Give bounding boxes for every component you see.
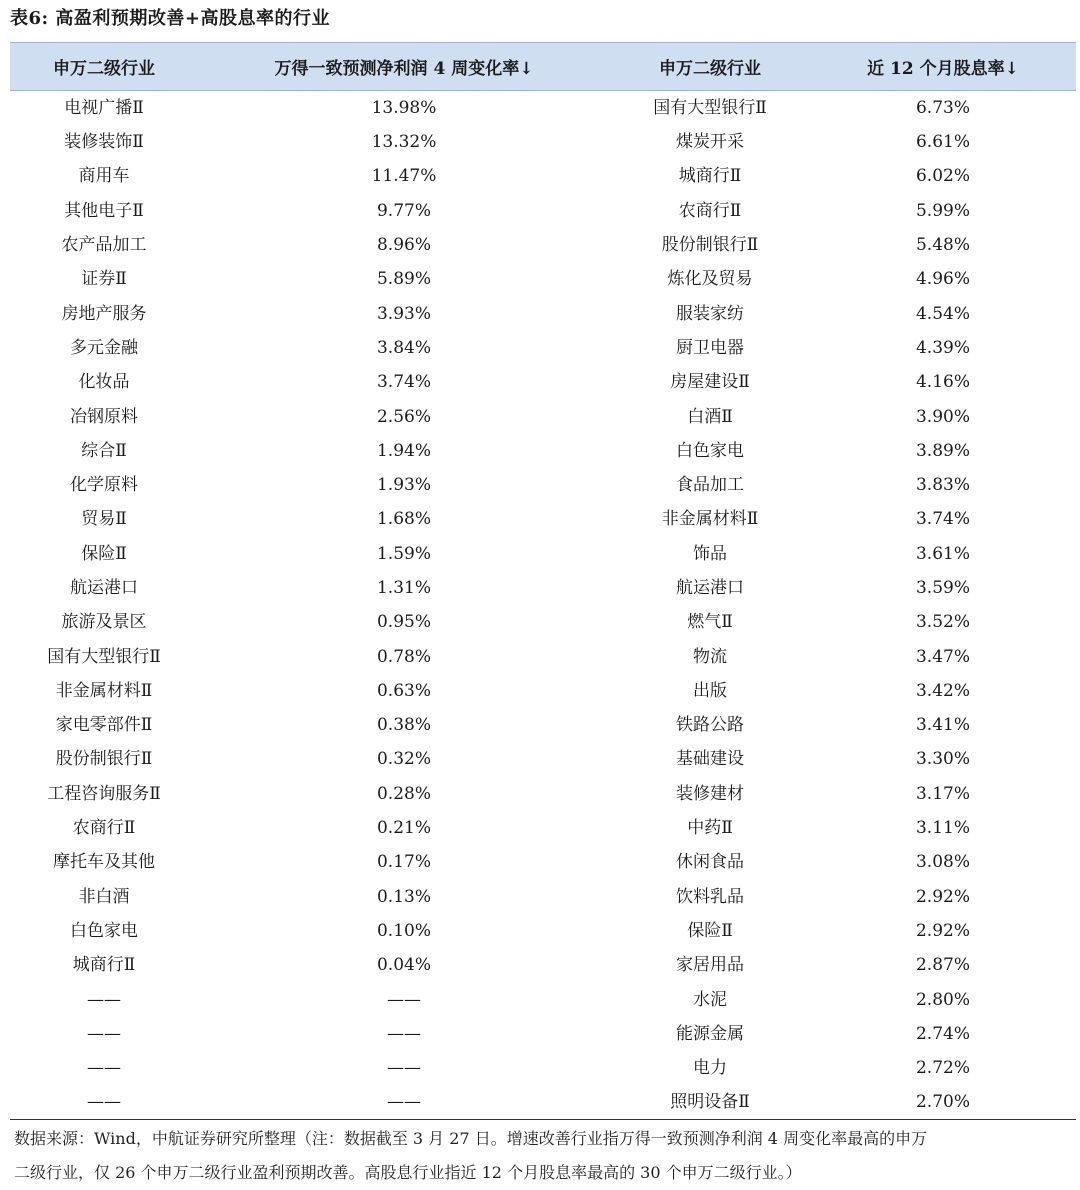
industry-left-cell: 股份制银行Ⅱ: [55, 749, 153, 770]
industry-right-cell: 休闲食品: [676, 852, 744, 873]
dividend-yield-cell: 5.48%: [915, 235, 970, 256]
profit-change-cell: 3.84%: [376, 337, 431, 358]
dividend-yield-cell: 4.39%: [915, 337, 970, 358]
profit-change-cell: 3.93%: [376, 303, 431, 324]
table-row: [10, 91, 1076, 126]
profit-change-cell: 2.56%: [376, 406, 431, 427]
source-note-line-1: 数据来源：Wind，中航证券研究所整理（注：数据截至 3 月 27 日。增速改善行业指万得一致预测净利润 4 周变化率最高的申万: [14, 1129, 928, 1148]
dividend-yield-cell: 6.73%: [915, 98, 970, 118]
dividend-yield-cell: 3.90%: [915, 406, 970, 427]
industry-left-cell: 冶钢原料: [70, 406, 138, 427]
source-note-line-2: 二级行业，仅 26 个申万二级行业盈利预期改善。高股息行业指近 12 个月股息率最高的 30 个申万二级行业。）: [14, 1163, 802, 1182]
profit-change-cell: ——: [387, 989, 421, 1010]
header-industry-right: 申万二级行业: [610, 43, 810, 91]
industry-left-cell: 综合Ⅱ: [81, 440, 127, 461]
profit-change-cell: 0.10%: [376, 920, 431, 941]
table-row: [10, 605, 1076, 639]
dividend-yield-cell: 3.42%: [915, 680, 970, 701]
industry-left-cell: 保险Ⅱ: [81, 543, 127, 564]
dividend-yield-cell: 3.61%: [915, 543, 970, 564]
dividend-yield-cell: 3.74%: [915, 509, 970, 530]
industry-left-cell: 房地产服务: [61, 303, 147, 324]
table-row: [10, 399, 1076, 433]
industry-table-container: [10, 42, 1076, 1120]
industry-left-cell: ——: [10, 1085, 198, 1120]
industry-right-cell: 照明设备Ⅱ: [610, 1085, 810, 1120]
industry-left-cell: 白色家电: [70, 920, 138, 941]
industry-left-cell: 家电零部件Ⅱ: [55, 715, 153, 736]
industry-left-cell: 电视广播Ⅱ: [64, 98, 144, 118]
industry-right-cell: 航运港口: [676, 578, 744, 598]
table-row: [10, 845, 1076, 879]
dividend-yield-cell: 6.02%: [915, 166, 970, 187]
industry-right-cell: 物流: [693, 646, 727, 667]
table-body: [10, 91, 1076, 1120]
industry-left-cell: ——: [87, 1023, 121, 1044]
industry-right-cell: 饮料乳品: [676, 886, 744, 907]
industry-left-cell: 非白酒: [78, 886, 130, 907]
dividend-yield-cell: 3.17%: [915, 783, 970, 804]
industry-left-cell: 工程咨询服务Ⅱ: [47, 783, 161, 804]
dividend-yield-cell: 4.96%: [915, 269, 970, 290]
industry-left-cell: 化妆品: [78, 372, 130, 393]
industry-right-cell: 白酒Ⅱ: [687, 406, 733, 427]
industry-left-cell: 化学原料: [70, 475, 138, 496]
table-row: [10, 571, 1076, 605]
industry-right-cell: 水泥: [693, 989, 727, 1010]
table-row: [10, 1085, 1076, 1120]
industry-left-cell: 证券Ⅱ: [81, 269, 127, 290]
industry-left-cell: 航运港口: [70, 578, 138, 598]
profit-change-cell: 0.28%: [376, 783, 431, 804]
industry-right-cell: 保险Ⅱ: [687, 920, 733, 941]
dividend-yield-cell: 4.16%: [915, 372, 970, 393]
table-row: [10, 262, 1076, 296]
industry-right-cell: 白色家电: [676, 440, 744, 461]
header-profit-change: 万得一致预测净利润 4 周变化率↓: [198, 43, 610, 91]
profit-change-cell: ——: [387, 1058, 421, 1079]
industry-left-cell: 旅游及景区: [61, 612, 147, 633]
table-row: [10, 296, 1076, 330]
table-row: [10, 159, 1076, 193]
table-header-row: [10, 43, 1076, 91]
table-row: [10, 1017, 1076, 1051]
profit-change-cell: ——: [198, 1085, 610, 1120]
table-row: [10, 639, 1076, 673]
profit-change-cell: 0.17%: [376, 852, 431, 873]
table-row: [10, 434, 1076, 468]
industry-right-cell: 电力: [693, 1058, 727, 1079]
profit-change-cell: 0.78%: [376, 646, 431, 667]
profit-change-cell: 1.68%: [376, 509, 431, 530]
industry-right-cell: 能源金属: [676, 1023, 744, 1044]
table-row: [10, 468, 1076, 502]
industry-right-cell: 炼化及贸易: [667, 269, 753, 290]
profit-change-cell: 13.32%: [371, 132, 437, 153]
table-row: [10, 742, 1076, 776]
dividend-yield-cell: 4.54%: [915, 303, 970, 324]
dividend-yield-cell: 3.59%: [915, 578, 970, 598]
table-row: [10, 708, 1076, 742]
profit-change-cell: 8.96%: [376, 235, 431, 256]
profit-change-cell: 5.89%: [376, 269, 431, 290]
industry-left-cell: 多元金融: [70, 337, 138, 358]
table-row: [10, 228, 1076, 262]
industry-left-cell: ——: [87, 1058, 121, 1079]
industry-right-cell: 服装家纺: [676, 303, 744, 324]
dividend-yield-cell: 3.11%: [915, 818, 970, 839]
industry-right-cell: 股份制银行Ⅱ: [661, 235, 759, 256]
profit-change-cell: 1.94%: [376, 440, 431, 461]
industry-right-cell: 农商行Ⅱ: [678, 200, 742, 221]
profit-change-cell: 0.04%: [376, 955, 431, 976]
profit-change-cell: 0.13%: [376, 886, 431, 907]
profit-change-cell: 1.59%: [376, 543, 431, 564]
profit-change-cell: 11.47%: [371, 166, 437, 187]
industry-right-cell: 煤炭开采: [676, 132, 744, 153]
industry-left-cell: 贸易Ⅱ: [81, 509, 127, 530]
table-row: [10, 948, 1076, 982]
industry-left-cell: 商用车: [78, 166, 130, 187]
header-industry-left: 申万二级行业: [10, 43, 198, 91]
industry-right-cell: 饰品: [693, 543, 727, 564]
table-row: [10, 537, 1076, 571]
dividend-yield-cell: 2.74%: [915, 1023, 970, 1044]
table-row: [10, 502, 1076, 536]
industry-left-cell: 城商行Ⅱ: [72, 955, 136, 976]
profit-change-cell: ——: [387, 1023, 421, 1044]
industry-left-cell: 国有大型银行Ⅱ: [47, 646, 161, 667]
industry-right-cell: 家居用品: [676, 955, 744, 976]
dividend-yield-cell: 5.99%: [915, 200, 970, 221]
profit-change-cell: 3.74%: [376, 372, 431, 393]
profit-change-cell: 0.21%: [376, 818, 431, 839]
industry-right-cell: 非金属材料Ⅱ: [661, 509, 759, 530]
dividend-yield-cell: 2.92%: [915, 920, 970, 941]
table-row: [10, 880, 1076, 914]
table-row: [10, 914, 1076, 948]
profit-change-cell: 9.77%: [376, 200, 431, 221]
industry-right-cell: 中药Ⅱ: [687, 818, 733, 839]
industry-left-cell: 农商行Ⅱ: [72, 818, 136, 839]
profit-change-cell: 0.32%: [376, 749, 431, 770]
industry-left-cell: 摩托车及其他: [53, 852, 155, 873]
profit-change-cell: 0.95%: [376, 612, 431, 633]
industry-right-cell: 出版: [693, 680, 727, 701]
industry-right-cell: 装修建材: [676, 783, 744, 804]
dividend-yield-cell: 3.89%: [915, 440, 970, 461]
industry-right-cell: 燃气Ⅱ: [687, 612, 733, 633]
industry-table: [10, 42, 1076, 1120]
profit-change-cell: 1.31%: [376, 578, 431, 598]
table-row: [10, 811, 1076, 845]
industry-right-cell: 食品加工: [676, 475, 744, 496]
profit-change-cell: 13.98%: [371, 98, 437, 118]
table-row: [10, 1051, 1076, 1085]
dividend-yield-cell: 3.47%: [915, 646, 970, 667]
dividend-yield-cell: 3.41%: [915, 715, 970, 736]
dividend-yield-cell: 2.87%: [915, 955, 970, 976]
profit-change-cell: 0.63%: [376, 680, 431, 701]
industry-right-cell: 厨卫电器: [676, 337, 744, 358]
industry-left-cell: ——: [87, 989, 121, 1010]
industry-right-cell: 铁路公路: [676, 715, 744, 736]
table-row: [10, 331, 1076, 365]
table-row: [10, 125, 1076, 159]
dividend-yield-cell: 2.70%: [810, 1085, 1076, 1120]
table-title: 表6: 高盈利预期改善+高股息率的行业: [10, 8, 331, 29]
dividend-yield-cell: 3.08%: [915, 852, 970, 873]
dividend-yield-cell: 3.52%: [915, 612, 970, 633]
profit-change-cell: 0.38%: [376, 715, 431, 736]
industry-right-cell: 城商行Ⅱ: [678, 166, 742, 187]
dividend-yield-cell: 2.92%: [915, 886, 970, 907]
table-row: [10, 365, 1076, 399]
industry-right-cell: 国有大型银行Ⅱ: [653, 98, 767, 118]
industry-left-cell: 装修装饰Ⅱ: [64, 132, 144, 153]
industry-right-cell: 基础建设: [676, 749, 744, 770]
table-row: [10, 674, 1076, 708]
table-row: [10, 194, 1076, 228]
header-dividend-yield: 近 12 个月股息率↓: [810, 43, 1076, 91]
source-note: [14, 1122, 1064, 1190]
industry-left-cell: 农产品加工: [61, 235, 147, 256]
dividend-yield-cell: 6.61%: [915, 132, 970, 153]
industry-left-cell: 非金属材料Ⅱ: [55, 680, 153, 701]
industry-left-cell: 其他电子Ⅱ: [64, 200, 144, 221]
profit-change-cell: 1.93%: [376, 475, 431, 496]
dividend-yield-cell: 2.80%: [915, 989, 970, 1010]
table-row: [10, 777, 1076, 811]
industry-right-cell: 房屋建设Ⅱ: [670, 372, 750, 393]
dividend-yield-cell: 2.72%: [915, 1058, 970, 1079]
table-row: [10, 982, 1076, 1016]
dividend-yield-cell: 3.83%: [915, 475, 970, 496]
dividend-yield-cell: 3.30%: [915, 749, 970, 770]
